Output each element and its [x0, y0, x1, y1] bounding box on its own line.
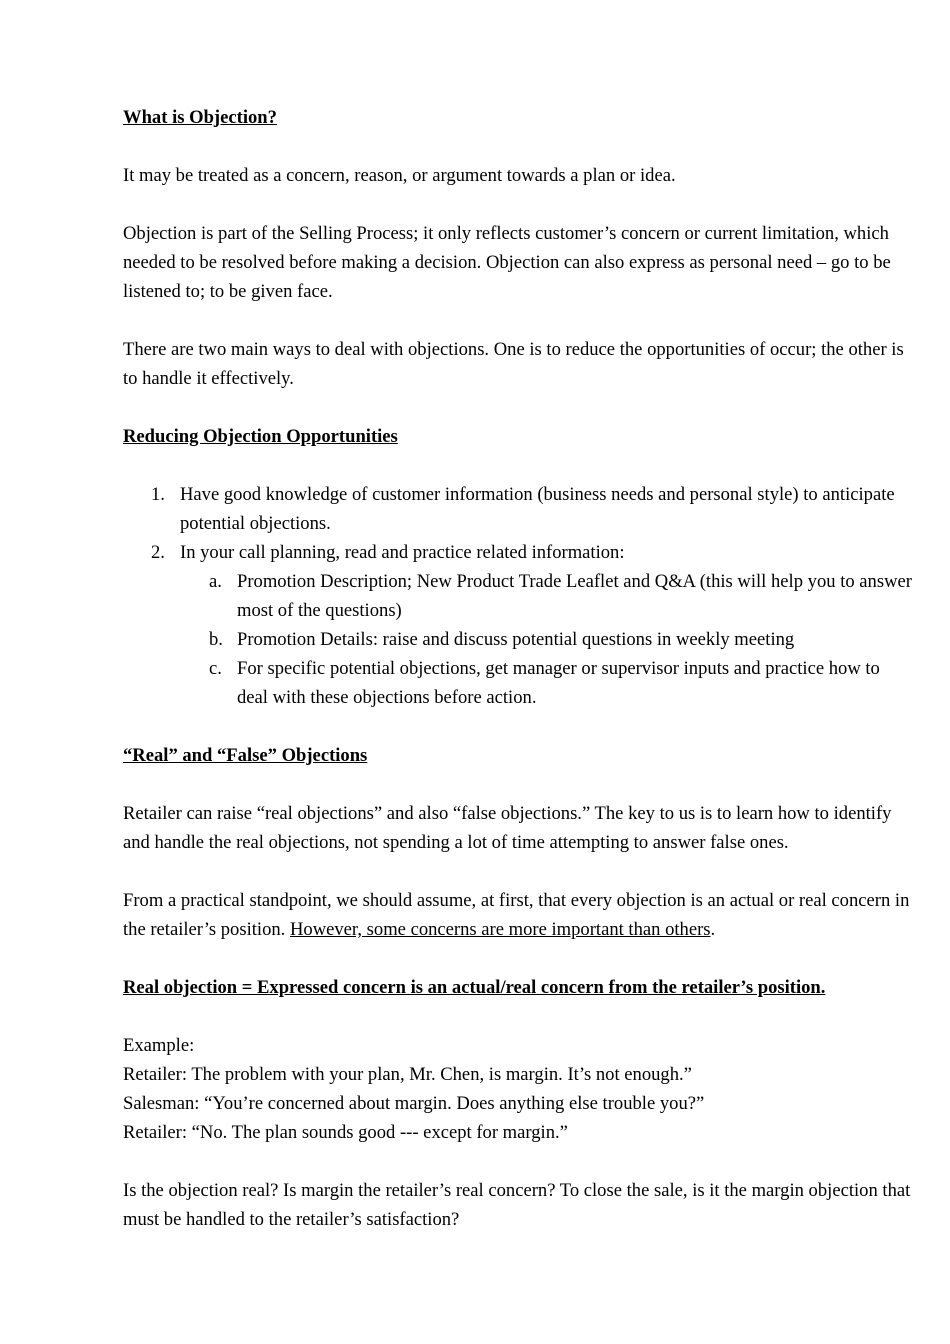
list-item-text: In your call planning, read and practice related information: — [180, 542, 625, 563]
underlined-text: However, some concerns are more important than others — [289, 919, 711, 940]
example-label: Example: — [123, 1035, 195, 1056]
sub-list-item — [180, 625, 913, 654]
example-line: Retailer: “No. The plan sounds good --- except for margin.” — [123, 1122, 568, 1143]
sub-list-item-text: Promotion Details: raise and discuss potential questions in weekly meeting — [237, 629, 795, 650]
example-block — [123, 1031, 913, 1147]
paragraph-real-false: Retailer can raise “real objections” and also “false objections.” The key to us is to learn how to identify and handle the real objections, not spending a lot of time attempting to answer false ones. — [123, 803, 892, 853]
sub-list-letter: a. — [209, 571, 222, 592]
list-number: 1. — [151, 484, 165, 505]
sub-list — [180, 567, 913, 712]
paragraph-two-ways: There are two main ways to deal with objections. One is to reduce the opportunities of occur; the other is to handle it effectively. — [123, 339, 904, 389]
paragraph-text: From a practical standpoint, we should assume, at first, that every objection is an actual or real concern in the retailer’s position. — [123, 890, 910, 940]
list-item — [123, 538, 913, 712]
sub-list-letter: c. — [209, 658, 222, 679]
heading-real-objection-definition: Real objection = Expressed concern is an actual/real concern from the retailer’s position. — [123, 977, 826, 998]
document-page — [123, 103, 913, 1263]
example-line: Retailer: The problem with your plan, Mr. Chen, is margin. It’s not enough.” — [123, 1064, 692, 1085]
heading-reducing-objection-opportunities: Reducing Objection Opportunities — [123, 426, 398, 447]
paragraph-selling-process: Objection is part of the Selling Process; it only reflects customer’s concern or current limitation, which needed to be resolved before making a decision. Objection can also express as personal need – go to be listened to; to be given face. — [123, 223, 891, 302]
paragraph-practical-standpoint — [123, 886, 913, 944]
sub-list-item — [180, 567, 913, 625]
list-number: 2. — [151, 542, 165, 563]
paragraph-end: . — [710, 919, 716, 940]
sub-list-item-text: For specific potential objections, get manager or supervisor inputs and practice how to deal with these objections before action. — [237, 658, 880, 708]
heading-real-and-false-objections: “Real” and “False” Objections — [123, 745, 368, 766]
list-item-text: Have good knowledge of customer information (business needs and personal style) to anticipate potential objections. — [180, 484, 895, 534]
numbered-list — [123, 480, 913, 712]
paragraph-definition: It may be treated as a concern, reason, or argument towards a plan or idea. — [123, 165, 676, 186]
heading-what-is-objection: What is Objection? — [123, 107, 277, 128]
sub-list-item — [180, 654, 913, 712]
list-item — [123, 480, 913, 538]
paragraph-closing-question: Is the objection real? Is margin the retailer’s real concern? To close the sale, is it the margin objection that must be handled to the retailer’s satisfaction? — [123, 1180, 911, 1230]
example-line: Salesman: “You’re concerned about margin. Does anything else trouble you?” — [123, 1093, 705, 1114]
sub-list-item-text: Promotion Description; New Product Trade Leaflet and Q&A (this will help you to answer most of the questions) — [237, 571, 912, 621]
sub-list-letter: b. — [209, 629, 223, 650]
